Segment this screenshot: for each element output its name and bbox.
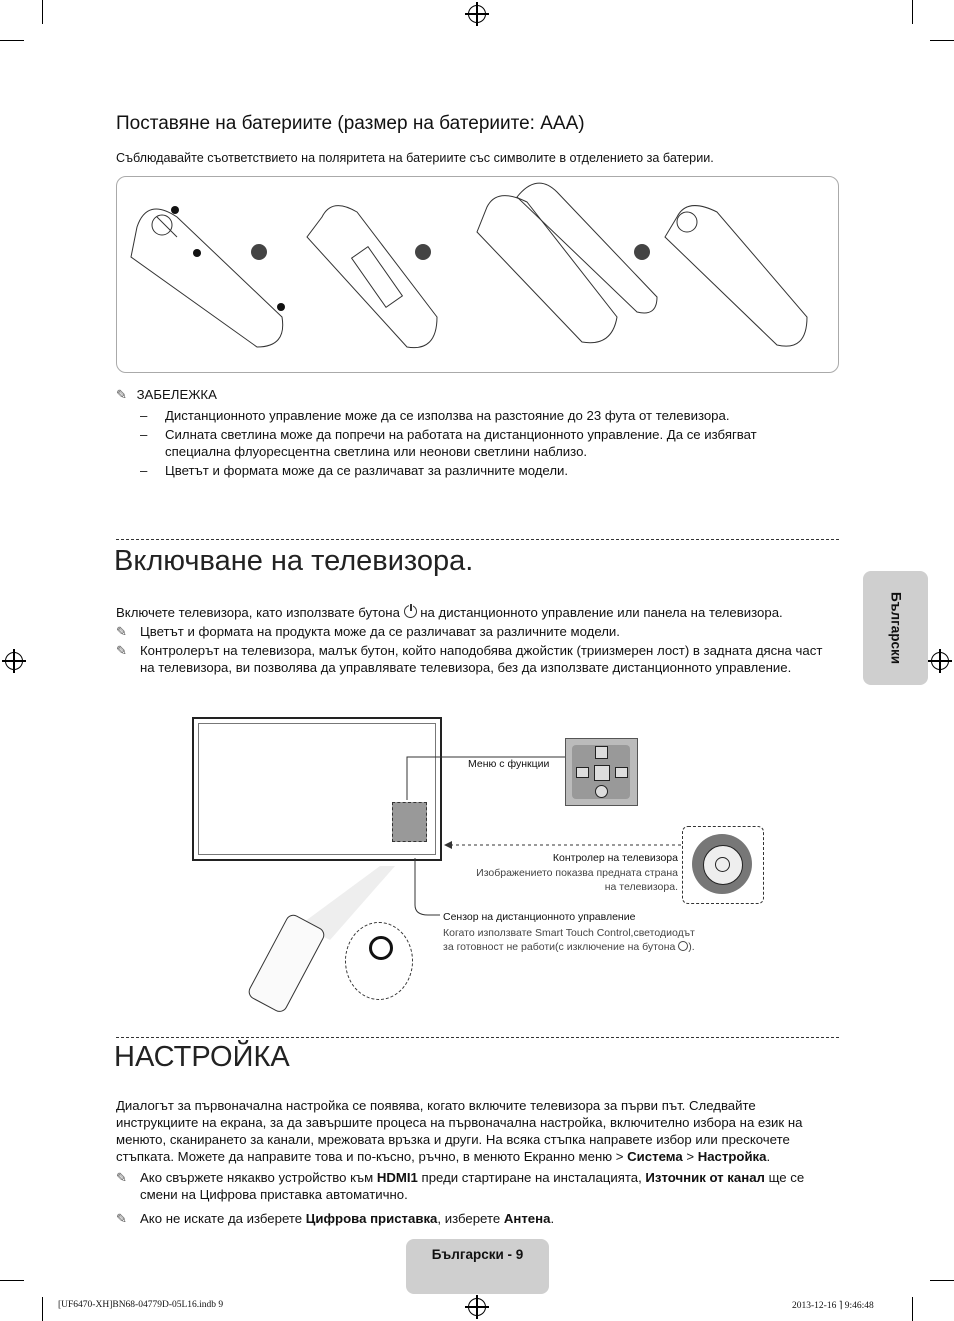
- pencil-note-icon: ✎: [116, 1170, 127, 1185]
- page-number-box: [406, 1239, 549, 1294]
- smart-hub-icon: [595, 746, 608, 759]
- remote-sensor-desc-1: Когато използвате Smart Touch Control,светодиодът: [443, 927, 695, 939]
- footer-file-info: [UF6470-XH]BN68-04779D-05L16.indb 9: [58, 1300, 224, 1310]
- power-icon: [678, 941, 688, 951]
- tv-controller-desc-2: на телевизора.: [604, 881, 678, 893]
- list-item: – Дистанционното управление може да се използва на разстояние до 23 фута от телевизора.: [140, 408, 730, 423]
- section-heading-setup: НАСТРОЙКА: [114, 1041, 290, 1073]
- menu-icon: [576, 767, 589, 778]
- power-icon: [715, 857, 730, 872]
- section-heading-power-on: Включване на телевизора.: [114, 545, 474, 577]
- source-icon: [615, 767, 628, 778]
- language-side-tab: Български: [863, 571, 928, 685]
- list-item: – Силната светлина може да попречи на работата на дистанционното управление. Да се избягват специална флуоресцентна светлина или неонови светлини наблизо.: [140, 427, 757, 459]
- pencil-note-icon: ✎: [116, 387, 127, 402]
- function-menu-label: Меню с функции: [468, 758, 550, 770]
- list-item: – Цветът и формата може да се различават за различните модели.: [140, 463, 569, 478]
- power-on-note-1: ✎ Цветът и формата на продукта може да се различават за различните модели.: [116, 624, 620, 639]
- note-label: ЗАБЕЛЕЖКА: [136, 387, 217, 402]
- batteries-intro: Съблюдавайте съответствието на поляритета на батериите със символите в отделението за батерии.: [116, 151, 714, 165]
- tv-controller-illustration: [682, 826, 764, 904]
- remote-power-closeup: [345, 922, 413, 1000]
- tv-controller-label: Контролер на телевизора: [552, 852, 678, 864]
- remote-sensor-desc-2: за готовност не работи(с изключение на бутона ).: [443, 941, 695, 953]
- page-number: Български - 9: [431, 1247, 524, 1262]
- remote-sensor-label: Сензор на дистанционното управление: [443, 911, 636, 923]
- pencil-note-icon: ✎: [116, 1211, 127, 1226]
- power-on-intro: Включете телевизора, като използвате бутона на дистанционното управление или панела на телевизора.: [116, 605, 783, 620]
- setup-paragraph: Диалогът за първоначална настройка се появява, когато включите телевизора за първи път. Следвайте инструкциите на екрана, за да завършите процеса на първоначална настройка, включително избора на език на менюто, сканирането за канали, мрежовата връзка и други. На всяка стъпка направете избор или прескочете стъпката. Можете да направите това и по-късно, ръчно, в менюто Екранно меню > Система > Настройка.: [116, 1098, 803, 1164]
- section-divider: [116, 1037, 839, 1038]
- power-icon: [369, 936, 393, 960]
- footer-timestamp: 2013-12-16 ⌉ 9:46:48: [792, 1301, 874, 1311]
- function-menu-panel: [565, 738, 638, 806]
- section-heading-batteries: Поставяне на батериите (размер на батериите: AAA): [116, 113, 585, 134]
- setup-note-2: ✎ Ако не искате да изберете Цифрова приставка, изберете Антена.: [116, 1211, 555, 1226]
- menu-return-icon: [594, 765, 610, 781]
- tv-controller-desc-1: Изображението показва предната страна: [476, 867, 678, 879]
- setup-note-1: ✎ Ако свържете някакво устройство към HDMI1 преди стартиране на инсталацията, Източник от канал ще се смени на Цифрова приставка автоматично.: [116, 1170, 805, 1202]
- power-icon: [595, 785, 608, 798]
- pencil-note-icon: ✎: [116, 624, 127, 639]
- pencil-note-icon: ✎: [116, 643, 127, 658]
- power-on-note-2: ✎ Контролерът на телевизора, малък бутон, който наподобява джойстик (триизмерен лост) в задната дясна част на телевизора, ви позволява да управлявате телевизора, без да използвате дистанционното управление.: [116, 643, 823, 675]
